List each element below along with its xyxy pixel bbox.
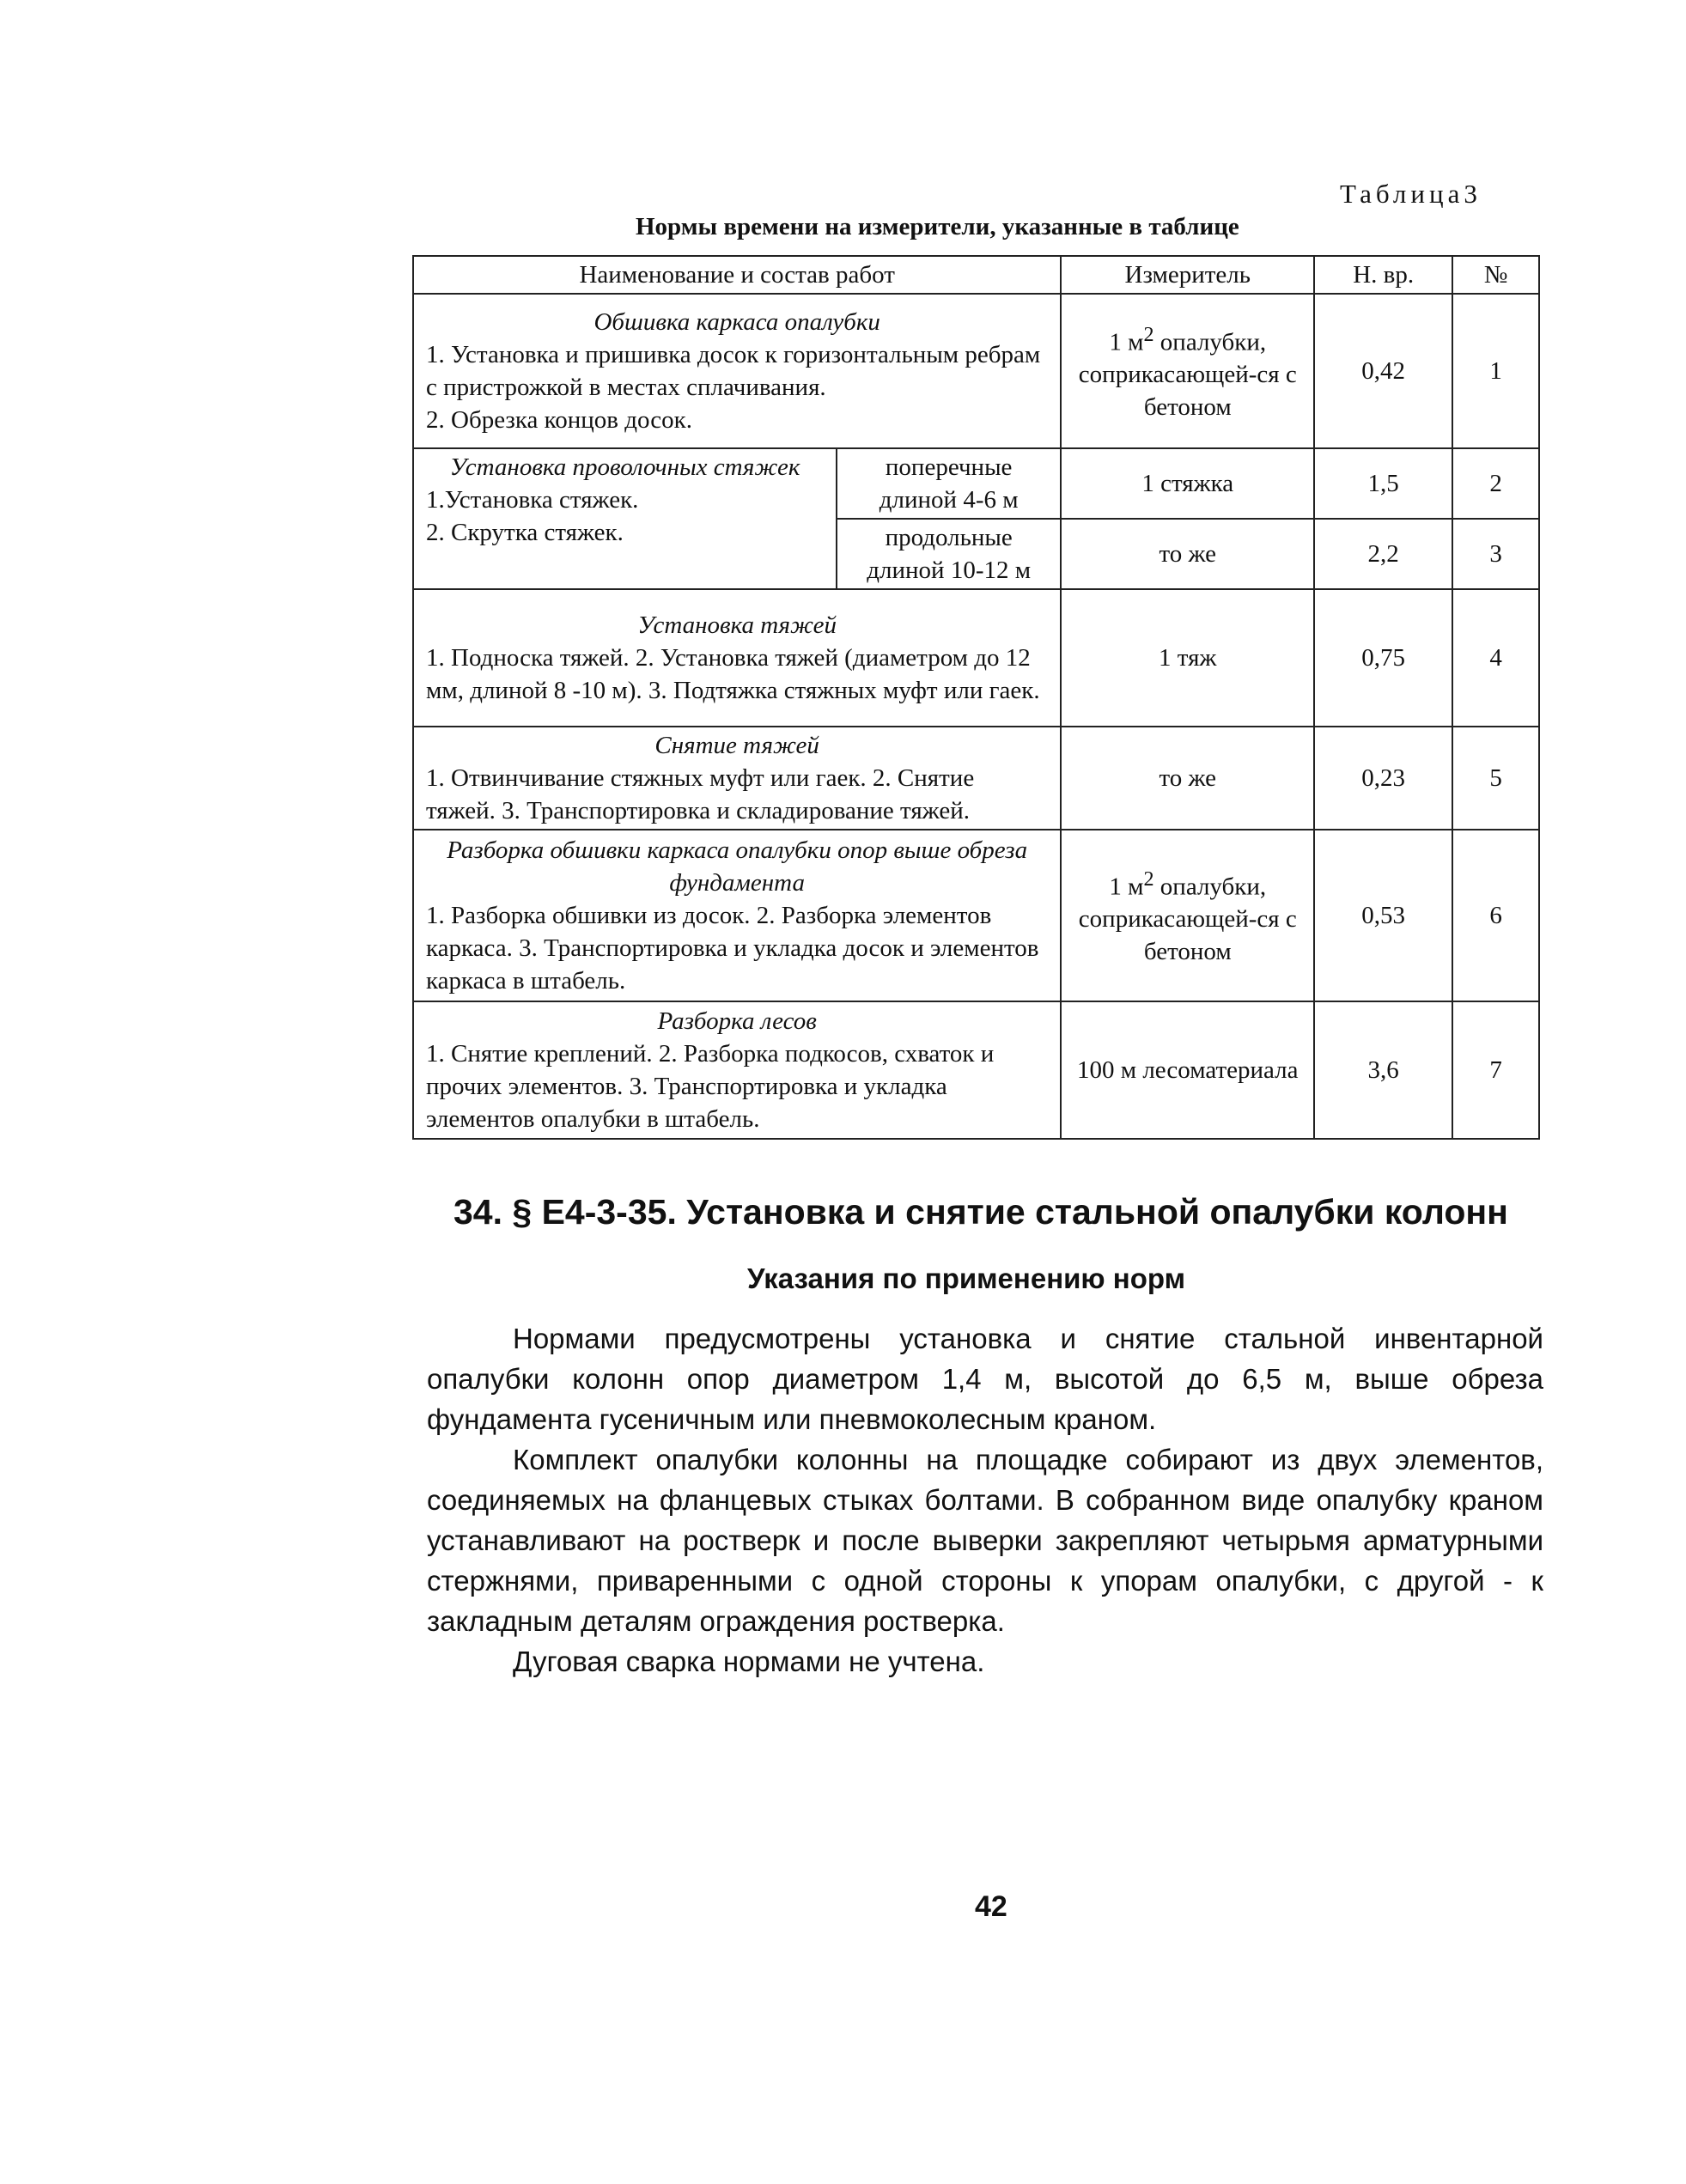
paragraph: Нормами предусмотрены установка и снятие стальной инвентарной опалубки колонн опор диаметром 1,4 м, высотой до 6,5 м, выше обреза фундамента гусеничным или пневмоколесным краном.: [427, 1323, 1543, 1435]
norms-table: [412, 255, 1540, 1140]
work-title: Установка тяжей: [637, 611, 837, 639]
norm-cell: 2,2: [1314, 519, 1452, 589]
paragraph: Дуговая сварка нормами не учтена.: [513, 1646, 985, 1677]
work-line: 1. Установка и пришивка досок к горизонтальным ребрам с пристрожкой в местах сплачивания.: [426, 341, 1041, 401]
table-title: Нормы времени на измерители, указанные в таблице: [636, 213, 1239, 240]
section-heading: 34. § Е4-3-35. Установка и снятие стальной опалубки колонн: [453, 1192, 1508, 1232]
number-cell: 3: [1452, 519, 1539, 589]
number-cell: 5: [1452, 727, 1539, 830]
page-number: 42: [975, 1890, 1007, 1923]
work-line: 1. Снятие креплений. 2. Разборка подкосов, схваток и прочих элементов. 3. Транспортировка и укладка элементов опалубки в штабель.: [426, 1040, 995, 1133]
number-cell: 7: [1452, 1001, 1539, 1139]
work-cell: [413, 294, 1061, 448]
norm-cell: 1,5: [1314, 448, 1452, 519]
table-row: [413, 830, 1539, 1001]
work-title: Снятие тяжей: [654, 732, 819, 759]
work-cell: [413, 727, 1061, 830]
norm-cell: 0,42: [1314, 294, 1452, 448]
paragraph: Комплект опалубки колонны на площадке собирают из двух элементов, соединяемых на фланцевых стыках болтами. В собранном виде опалубку краном устанавливают на ростверк и после выверки закрепляют четырьмя арматурными стержнями, приваренными с одной стороны к упорам опалубки, с другой - к закладным деталям ограждения ростверка.: [427, 1444, 1543, 1637]
body-text: [427, 1318, 1543, 1682]
work-cell: [413, 830, 1061, 1001]
header-measure: Измеритель: [1061, 256, 1314, 294]
table-row: [413, 727, 1539, 830]
number-cell: 6: [1452, 830, 1539, 1001]
measure-cell: 100 м лесоматериала: [1061, 1001, 1314, 1139]
number-cell: 1: [1452, 294, 1539, 448]
measure-cell: то же: [1061, 727, 1314, 830]
work-line: 1. Разборка обшивки из досок. 2. Разборка элементов каркаса. 3. Транспортировка и укладка досок и элементов каркаса в штабель.: [426, 902, 1039, 995]
norm-cell: 0,75: [1314, 589, 1452, 727]
table-row: [413, 294, 1539, 448]
header-number: №: [1452, 256, 1539, 294]
measure-cell: 1 $м^2$ опалубки, соприкасающей-ся с бетоном: [1061, 294, 1314, 448]
work-cell: [413, 1001, 1061, 1139]
measure-cell: 1 тяж: [1061, 589, 1314, 727]
measure-cell: то же: [1061, 519, 1314, 589]
variant-cell: продольные длиной 10-12 м: [837, 519, 1061, 589]
work-title: Обшивка каркаса опалубки: [593, 308, 880, 336]
subheading: Указания по применению норм: [747, 1262, 1185, 1294]
number-cell: 4: [1452, 589, 1539, 727]
work-cell: [413, 589, 1061, 727]
work-cell: [413, 448, 837, 589]
table-row: [413, 589, 1539, 727]
header-name: Наименование и состав работ: [413, 256, 1061, 294]
measure-cell: 1 стяжка: [1061, 448, 1314, 519]
table-row: [413, 448, 1539, 519]
work-line: 2. Обрезка концов досок.: [426, 406, 692, 434]
work-line: 1. Отвинчивание стяжных муфт или гаек. 2. Снятие тяжей. 3. Транспортировка и складирование тяжей.: [426, 764, 975, 824]
norm-cell: 0,53: [1314, 830, 1452, 1001]
norm-cell: 3,6: [1314, 1001, 1452, 1139]
work-line: 2. Скрутка стяжек.: [426, 519, 624, 546]
measure-cell: 1 $м^2$ опалубки, соприкасающей-ся с бетоном: [1061, 830, 1314, 1001]
number-cell: 2: [1452, 448, 1539, 519]
variant-cell: поперечные длиной 4-6 м: [837, 448, 1061, 519]
table-label: Таблица3: [1340, 179, 1482, 209]
work-title: Разборка лесов: [657, 1007, 817, 1035]
table-row: [413, 1001, 1539, 1139]
work-title: Установка проволочных стяжек: [449, 453, 800, 481]
table-header-row: [413, 256, 1539, 294]
norm-cell: 0,23: [1314, 727, 1452, 830]
work-line: 1. Подноска тяжей. 2. Установка тяжей (диаметром до 12 мм, длиной 8 -10 м). 3. Подтяжка стяжных муфт или гаек.: [426, 644, 1040, 704]
header-norm: Н. вр.: [1314, 256, 1452, 294]
work-line: 1.Установка стяжек.: [426, 486, 639, 514]
work-title: Разборка обшивки каркаса опалубки опор выше обреза фундамента: [447, 836, 1028, 897]
